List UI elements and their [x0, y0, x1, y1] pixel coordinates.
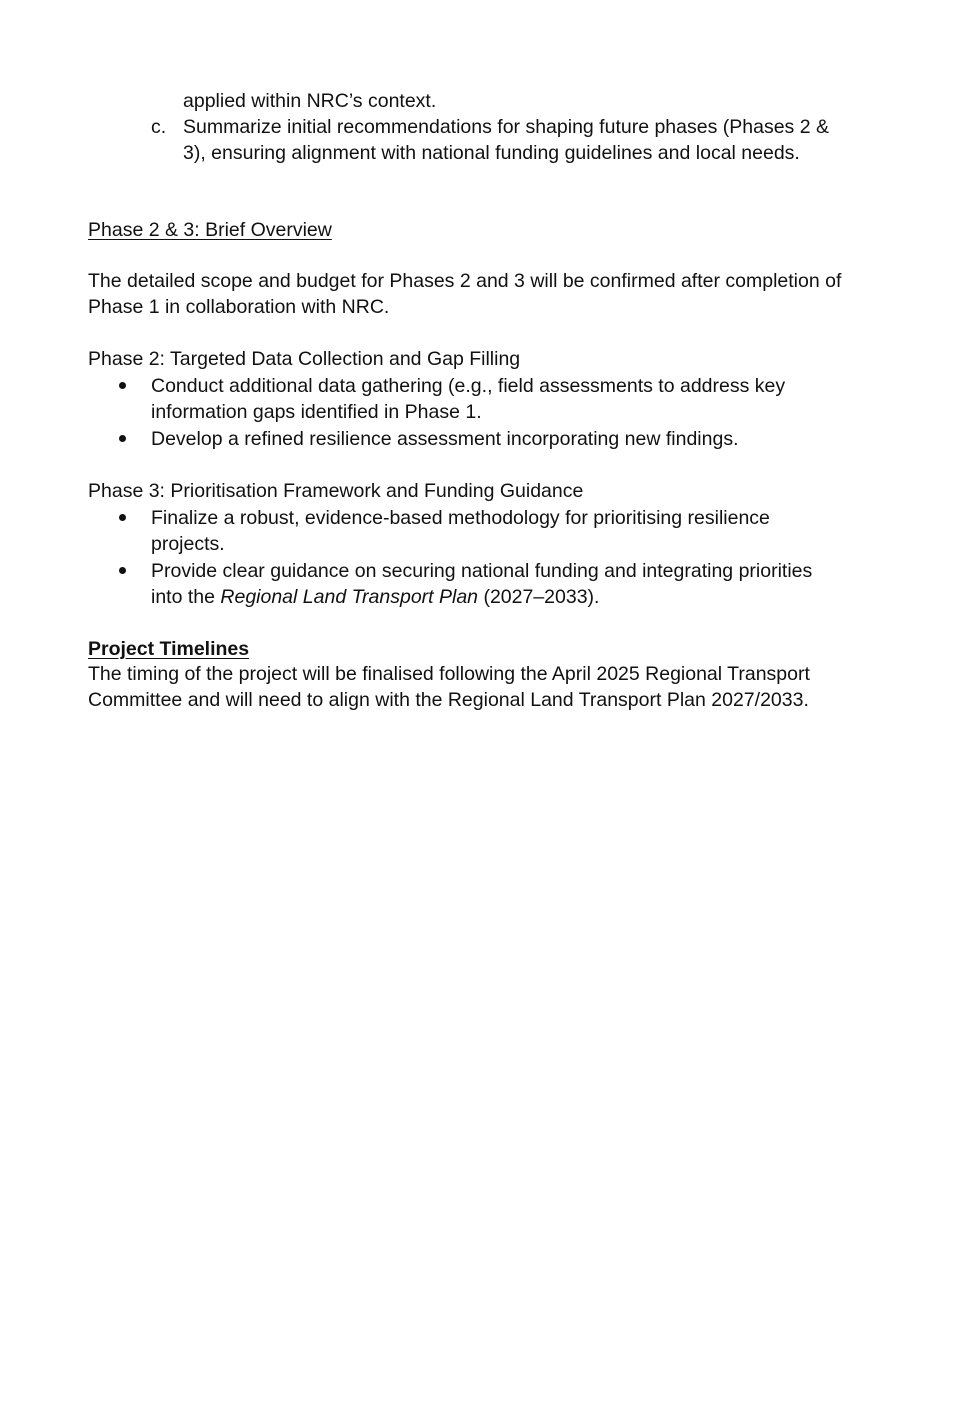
phase3-bullet1-line1: Finalize a robust, evidence-based methodology for prioritising resilience [151, 507, 770, 529]
overview-paragraph-line1: The detailed scope and budget for Phases 2 and 3 will be confirmed after completion of [88, 270, 842, 292]
phase2-bullet2-line1: Develop a refined resilience assessment incorporating new findings. [151, 428, 739, 450]
list-item-c-line2: 3), ensuring alignment with national funding guidelines and local needs. [183, 142, 800, 164]
timelines-paragraph-line1: The timing of the project will be finalised following the April 2025 Regional Transport [88, 663, 810, 685]
phase3-bullet2-text-pre: into the [151, 586, 221, 608]
overview-heading: Phase 2 & 3: Brief Overview [88, 219, 332, 241]
bullet-icon [119, 382, 126, 389]
list-item-c-line1: Summarize initial recommendations for shaping future phases (Phases 2 & [183, 116, 829, 138]
overview-paragraph-line2: Phase 1 in collaboration with NRC. [88, 296, 390, 318]
phase2-bullet1-line1: Conduct additional data gathering (e.g., field assessments to address key [151, 375, 786, 397]
phase3-bullet2-line1: Provide clear guidance on securing national funding and integrating priorities [151, 560, 813, 582]
phase3-bullet1-line2: projects. [151, 533, 225, 555]
timelines-heading: Project Timelines [88, 638, 250, 660]
phase3-bullet2-text-post: (2027–2033). [478, 586, 600, 608]
phase2-bullet1-line2: information gaps identified in Phase 1. [151, 401, 482, 423]
bullet-icon [119, 567, 126, 574]
phase3-heading: Phase 3: Prioritisation Framework and Funding Guidance [88, 480, 584, 502]
phase2-heading: Phase 2: Targeted Data Collection and Gap Filling [88, 348, 521, 370]
bullet-icon [119, 435, 126, 442]
plan-title-italic: Regional Land Transport Plan [220, 586, 479, 608]
list-marker-c: c. [151, 116, 167, 138]
bullet-icon [119, 514, 126, 521]
phase3-bullet2-line2 [151, 584, 599, 610]
timelines-paragraph-line2: Committee and will need to align with the Regional Land Transport Plan 2027/2033. [88, 689, 809, 711]
list-item-b-continuation: applied within NRC’s context. [183, 90, 437, 112]
